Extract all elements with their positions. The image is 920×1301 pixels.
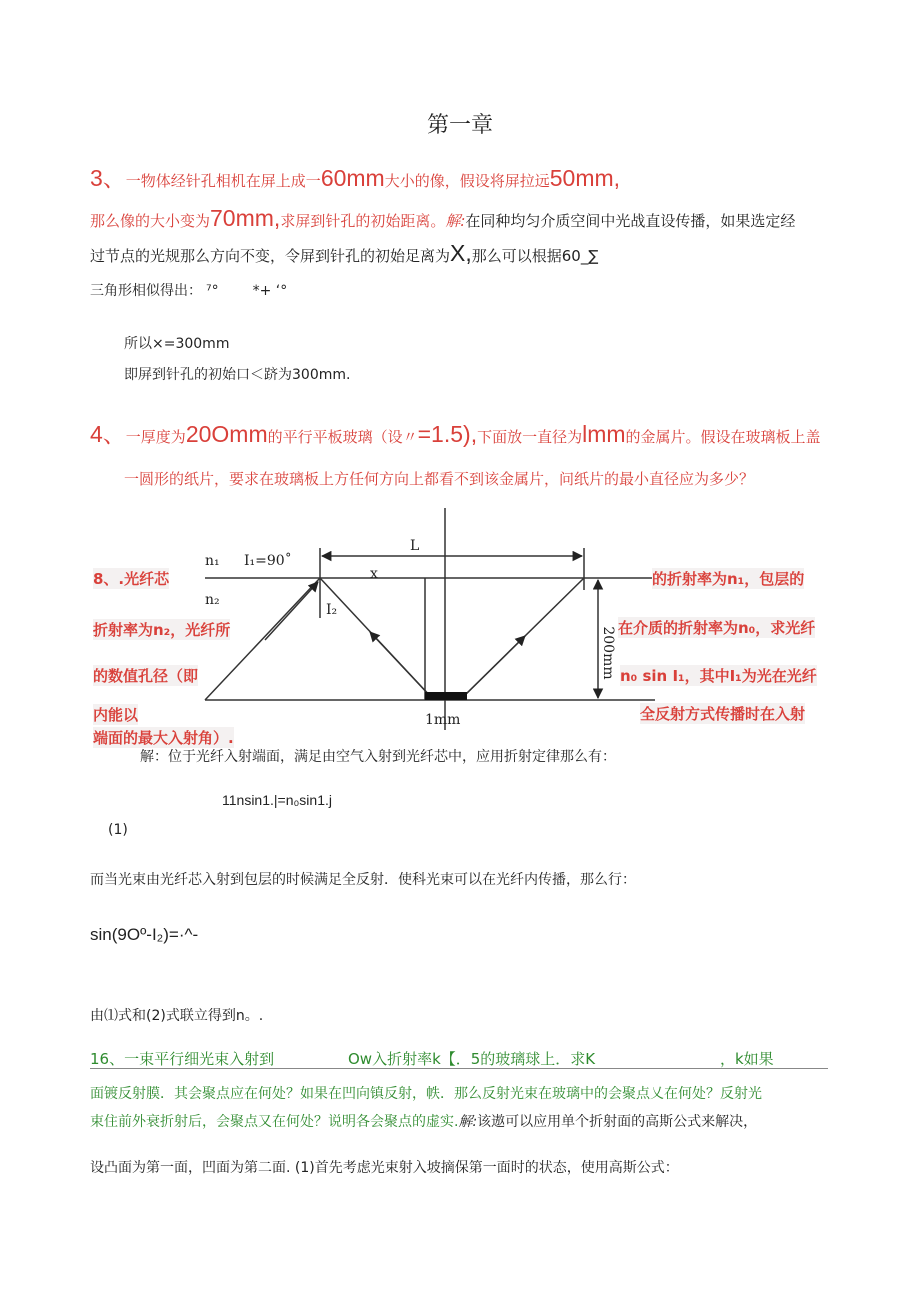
ray-left-arrow (265, 582, 318, 640)
label-i1: I₁=90˚ (244, 553, 292, 569)
p8-right-4: 全反射方式传播时在入射 (640, 705, 806, 723)
sol8-eq1: 11nsin1.|=n₀sin1.j (222, 792, 332, 808)
text: 一厚度为 (125, 428, 186, 446)
text: *+ ‘° (252, 283, 288, 299)
p8-right-1: 的折射率为n₁，包层的 (652, 570, 805, 588)
page-title: 第一章 (426, 113, 493, 138)
problem-3-number: 3、 (90, 165, 126, 191)
value: 50mm, (549, 165, 621, 191)
p8-left-3: 的数值孔径（即 (93, 667, 199, 685)
problem-16-line-2: 面镀反射膜．其会聚点应在何处？如果在凹向镇反射，帙．那么反射光束在玻璃中的会聚点乂在何处？反射光 (90, 1086, 762, 1102)
divider (90, 1068, 828, 1069)
p8-right-2: 在介质的折射率为n₀，求光纤 (618, 619, 816, 637)
label-n2: n₂ (205, 592, 220, 608)
problem-16-number: 16、 (90, 1050, 125, 1068)
text: 的平行平板玻璃（设〃 (267, 428, 418, 446)
ray-inner-arrow (370, 632, 432, 698)
sol8-line-2: 而当光束由光纤芯入射到包层的时候满足全反射．使科光束可以在光纤内传播，那么行： (90, 872, 636, 888)
ray-right-arrow (462, 636, 525, 698)
p8-left-2: 折射率为n₂，光纤所 (93, 621, 231, 639)
text: 束住前外衰折射后，会聚点又在何处？说明各会聚点的虚实. (90, 1114, 459, 1130)
sol8-line-1: 解：位于光纤入射端面，满足由空气入射到光纤芯中，应用折射定律那么有： (140, 749, 616, 765)
problem-16-line-3 (90, 1111, 757, 1131)
text: 大小的像，假设将屏拉远 (384, 172, 550, 190)
text: 在同种均匀介质空间中光战直设传播，如果选定经 (465, 212, 796, 230)
text: 一束平行细光束入射到 (124, 1050, 275, 1068)
label-L: L (410, 538, 420, 554)
p8-right-3: n₀ sin I₁，其中I₁为光在光纤 (620, 667, 817, 685)
problem-4-number: 4、 (90, 421, 126, 447)
value: 70mm, (210, 205, 281, 231)
text: 三角形相似得出： (90, 283, 202, 299)
value: 20Omm (185, 421, 268, 447)
text: 该遨可以应用单个折射面的高斯公式来解决， (477, 1114, 758, 1130)
p8-left-4: 内能以 (93, 706, 139, 724)
text: 过节点的光规那么方向不变，令屏到针孔的初始足离为 (90, 247, 451, 265)
p8-left-1: 8、.光纤芯 (93, 570, 170, 588)
text: 的金属片。假设在玻璃板上盖 (625, 428, 821, 446)
sol8-line-3: 由⑴式和(2)式联立得到n。. (90, 1008, 264, 1024)
text: ⁷° (206, 283, 219, 299)
problem-4-line-2: 一圆形的纸片，要求在玻璃板上方任何方向上都看不到该金属片，问纸片的最小直径应为多少？ (124, 470, 755, 488)
text: 求屏到针孔的初始距离。 (280, 212, 446, 230)
problem-16-line-4: 设凸面为第一面，凹面为第二面. (1)首先考虑光束射入坡摘保第一面时的状态，使用高斯公式： (90, 1160, 679, 1176)
label-200mm: 200mm (600, 626, 616, 680)
solution-label: 解: (445, 212, 466, 230)
p8-left-5: 端面的最大入射角）. (93, 729, 234, 747)
label-x: x (370, 566, 378, 582)
value: X, (450, 240, 472, 266)
text: 一物体经针孔相机在屏上成一 (125, 172, 321, 190)
problem-16-line-1 (90, 1048, 274, 1069)
value: =1.5), (417, 421, 478, 447)
label-n1: n₁ (205, 553, 220, 569)
label-i2: I₂ (326, 602, 338, 618)
value: 60mm (320, 165, 385, 191)
label-1mm: 1mm (425, 712, 461, 728)
problem-16-line-1b: Ow入折射率k【．5的玻璃球上．求K (348, 1050, 596, 1068)
sol8-eq1-number: (1) (108, 822, 128, 838)
solution-label: 解: (458, 1114, 478, 1130)
text: 那么可以根据60_∑ (471, 247, 599, 265)
problem-3-result-1: 所以×=300mm (124, 336, 230, 352)
text: 那么像的大小变为 (90, 212, 211, 230)
metal-plate (425, 692, 467, 700)
problem-3-result-2: 即屏到针孔的初始口＜跻为300mm. (124, 367, 351, 383)
problem-16-line-1c: ，k如果 (720, 1050, 774, 1068)
text: 下面放一直径为 (477, 428, 583, 446)
sol8-eq2: sin(9Oº-I₂)=·^- (90, 925, 199, 944)
value: lmm (582, 421, 626, 447)
